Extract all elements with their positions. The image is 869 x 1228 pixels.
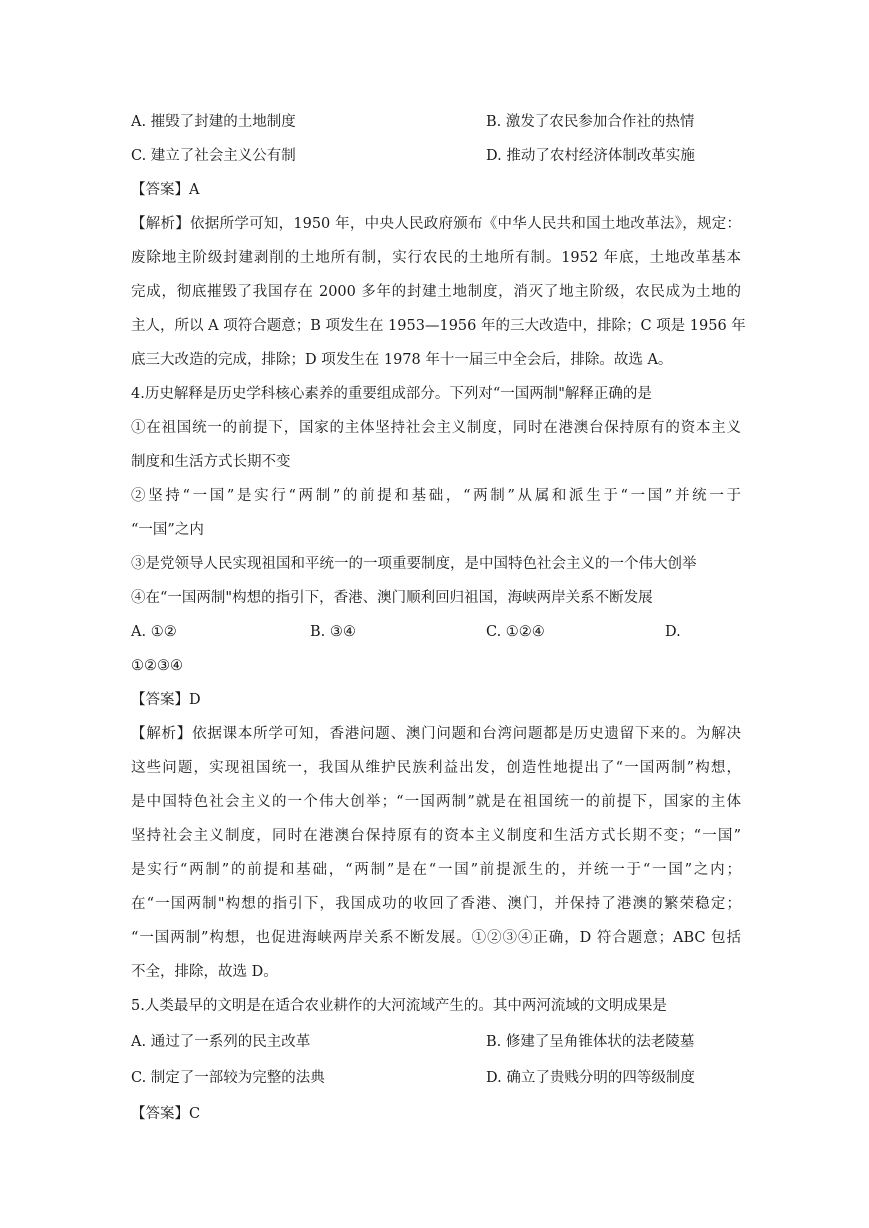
q3-answer: 【答案】A: [131, 182, 200, 198]
q3-option-d: D. 推动了农村经济体制改革实施: [486, 148, 695, 164]
q4-item: 制度和生活方式长期不变: [131, 454, 291, 470]
q4-stem: 4.历史解释是历史学科核心素养的重要组成部分。下列对“一国两制"解释正确的是: [131, 386, 652, 402]
q3-analysis-line: 【解析】依据所学可知，1950 年，中央人民政府颁布《中华人民共和国土地改革法》，规定：: [131, 216, 741, 232]
q4-item: ②坚持“一国”是实行“两制”的前提和基础，“两制”从属和派生于“一国”并统一于: [131, 488, 741, 504]
q4-item: “一国”之内: [131, 522, 204, 538]
q4-analysis-line: 是中国特色社会主义的一个伟大创举；“一国两制”就是在祖国统一的前提下，国家的主体: [131, 794, 741, 810]
q4-option-d: D.: [665, 624, 681, 640]
q4-option-d-wrap: ①②③④: [131, 658, 183, 674]
q5-option-a: A. 通过了一系列的民主改革: [131, 1034, 311, 1050]
q3-analysis-line: 主人，所以 A 项符合题意；B 项发生在 1953—1956 年的三大改造中，排除；C 项是 1956 年: [131, 318, 746, 334]
q4-analysis-line: 这些问题，实现祖国统一，我国从维护民族利益出发，创造性地提出了“一国两制”构想，: [131, 760, 741, 776]
q5-option-b: B. 修建了呈角锥体状的法老陵墓: [486, 1034, 695, 1050]
q3-option-a: A. 摧毁了封建的土地制度: [131, 114, 296, 130]
q4-analysis-line: 是实行“两制”的前提和基础，“两制”是在“一国”前提派生的，并统一于“一国”之内；: [131, 862, 741, 878]
q4-analysis-line: 【解析】依据课本所学可知，香港问题、澳门问题和台湾问题都是历史遗留下来的。为解决: [131, 726, 741, 742]
q4-analysis-line: 在“一国两制"构想的指引下，我国成功的收回了香港、澳门，并保持了港澳的繁荣稳定；: [131, 896, 741, 912]
q4-item: ①在祖国统一的前提下，国家的主体坚持社会主义制度，同时在港澳台保持原有的资本主义: [131, 420, 741, 436]
q5-stem: 5.人类最早的文明是在适合农业耕作的大河流域产生的。其中两河流域的文明成果是: [131, 998, 667, 1014]
q4-option-a: A. ①②: [131, 624, 177, 640]
q4-analysis-line: 不全，排除，故选 D。: [131, 964, 278, 980]
q4-option-b: B. ③④: [310, 624, 356, 640]
q5-answer: 【答案】C: [131, 1106, 201, 1122]
q4-answer: 【答案】D: [131, 692, 201, 708]
q5-option-d: D. 确立了贵贱分明的四等级制度: [486, 1070, 695, 1086]
q3-analysis-line: 废除地主阶级封建剥削的土地所有制，实行农民的土地所有制。1952 年底，土地改革基本: [131, 250, 741, 266]
q5-option-c: C. 制定了一部较为完整的法典: [131, 1070, 325, 1086]
q4-analysis-line: “一国两制”构想，也促进海峡两岸关系不断发展。①②③④正确，D 符合题意；ABC 包括: [131, 930, 741, 946]
q4-item: ④在“一国两制"构想的指引下，香港、澳门顺利回归祖国，海峡两岸关系不断发展: [131, 590, 653, 606]
q4-analysis-line: 坚持社会主义制度，同时在港澳台保持原有的资本主义制度和生活方式长期不变；“一国”: [131, 828, 741, 844]
q3-analysis-line: 完成，彻底摧毁了我国存在 2000 多年的封建土地制度，消灭了地主阶级，农民成为土地的: [131, 284, 741, 300]
q3-option-b: B. 激发了农民参加合作社的热情: [486, 114, 695, 130]
q4-option-c: C. ①②④: [486, 624, 545, 640]
q4-item: ③是党领导人民实现祖国和平统一的一项重要制度，是中国特色社会主义的一个伟大创举: [131, 556, 697, 572]
q3-analysis-line: 底三大改造的完成，排除；D 项发生在 1978 年十一届三中全会后，排除。故选 A。: [131, 352, 673, 368]
q3-option-c: C. 建立了社会主义公有制: [131, 148, 296, 164]
